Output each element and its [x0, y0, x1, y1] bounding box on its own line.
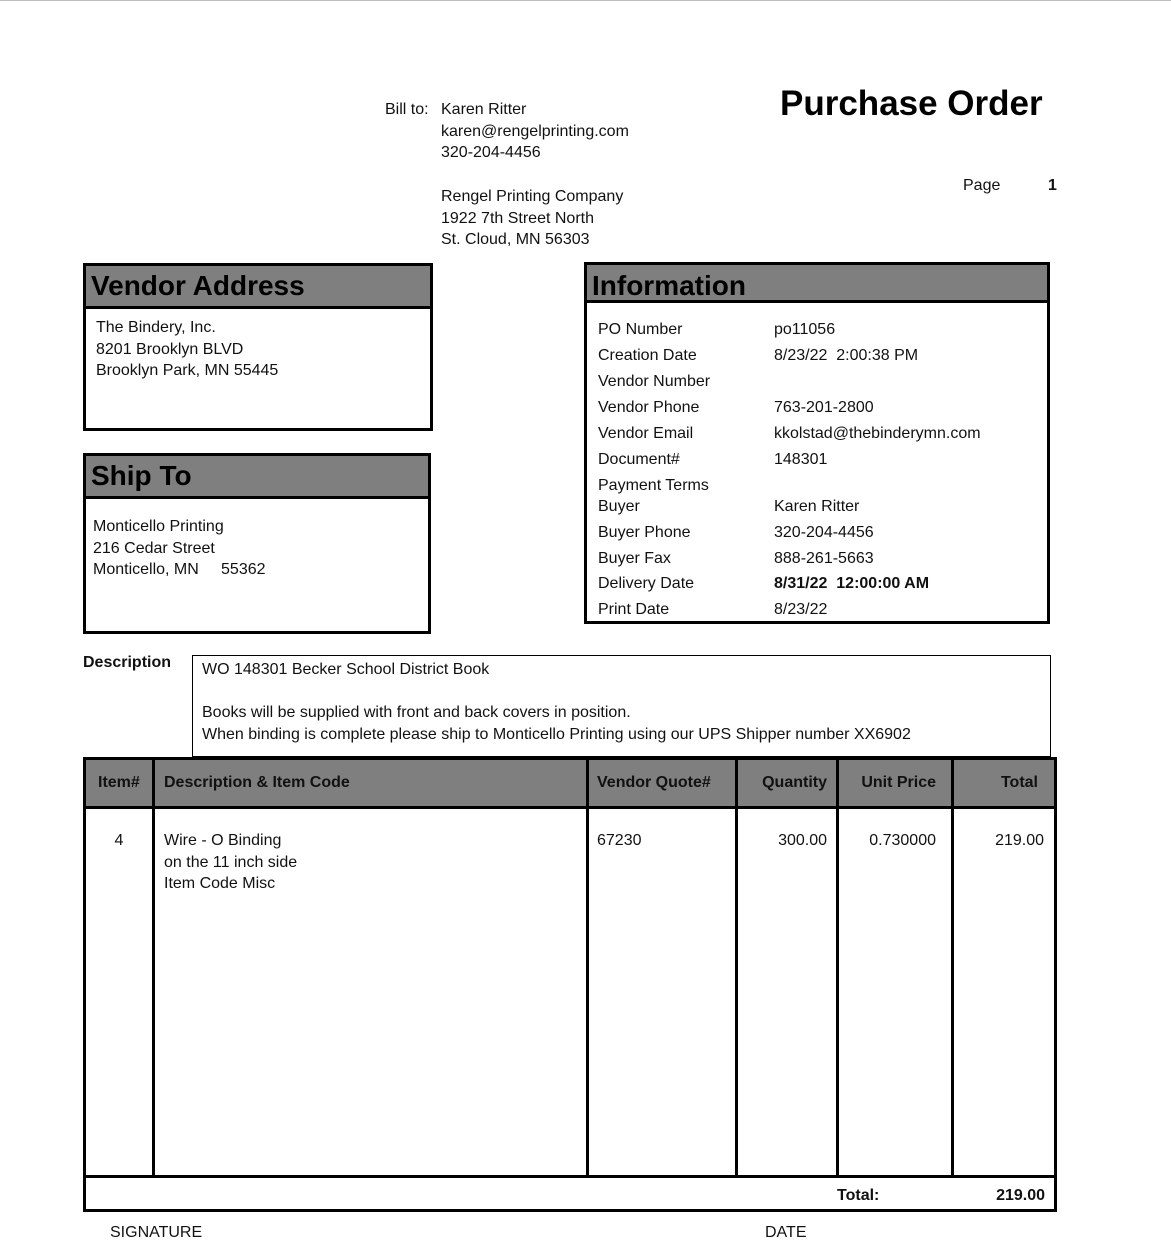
- page-title: Purchase Order: [780, 84, 1043, 123]
- vendor-address-heading: Vendor Address: [86, 266, 430, 309]
- column-divider: [586, 760, 589, 1176]
- vendor-name: The Bindery, Inc.: [96, 319, 216, 336]
- info-value: 320-204-4456: [774, 524, 874, 541]
- items-table: [83, 757, 1057, 1212]
- info-value: Karen Ritter: [774, 498, 860, 515]
- date-label: DATE: [765, 1224, 807, 1241]
- cell-description-line: on the 11 inch side: [164, 853, 298, 871]
- cell-item: 4: [114, 832, 124, 849]
- info-value: 8/31/22 12:00:00 AM: [774, 575, 930, 592]
- description-box: [192, 655, 1051, 757]
- column-divider: [836, 760, 839, 1176]
- bill-to-spacer: [441, 164, 629, 186]
- info-label: Payment Terms: [598, 477, 709, 494]
- header-total: Total: [1000, 774, 1038, 791]
- cell-description-line: Item Code Misc: [164, 875, 276, 893]
- bill-to-label: Bill to:: [385, 101, 429, 118]
- total-label: Total:: [837, 1187, 880, 1204]
- info-value: 8/23/22 2:00:38 PM: [774, 347, 919, 364]
- info-label: Buyer Fax: [598, 550, 671, 567]
- signature-label: SIGNATURE: [110, 1224, 203, 1241]
- column-divider: [152, 760, 155, 1176]
- header-vendor-quote: Vendor Quote#: [597, 774, 711, 791]
- info-label: Document#: [598, 451, 680, 468]
- info-label: Vendor Number: [598, 373, 711, 390]
- info-value: 8/23/22: [774, 601, 828, 618]
- vendor-city: Brooklyn Park, MN 55445: [96, 362, 279, 380]
- bill-to-street: 1922 7th Street North: [441, 209, 594, 227]
- info-label: Vendor Phone: [598, 399, 700, 416]
- bill-to-block: [441, 99, 629, 251]
- info-value: kkolstad@thebinderymn.com: [774, 425, 981, 442]
- info-label: Delivery Date: [598, 575, 695, 592]
- header-description: Description & Item Code: [164, 774, 350, 791]
- info-value: 888-261-5663: [774, 550, 874, 567]
- bill-to-city: St. Cloud, MN 56303: [441, 231, 590, 249]
- ship-to-box: [83, 453, 431, 634]
- bill-to-company: Rengel Printing Company: [441, 187, 624, 205]
- ship-to-name: Monticello Printing: [93, 518, 224, 535]
- description-line-2: Books will be supplied with front and back covers in position.: [202, 704, 631, 721]
- description-label: Description: [83, 654, 172, 671]
- information-box: [584, 262, 1050, 624]
- cell-vendor-quote: 67230: [597, 832, 642, 849]
- cell-quantity: 300.00: [778, 832, 827, 849]
- cell-total: 219.00: [995, 832, 1044, 849]
- info-value: 148301: [774, 451, 828, 468]
- description-line-3: When binding is complete please ship to Monticello Printing using our UPS Shipper number XX6902: [202, 726, 911, 743]
- vendor-address-box: [83, 263, 433, 431]
- bill-to-name: Karen Ritter: [441, 101, 527, 118]
- info-value: po11056: [774, 321, 836, 338]
- cell-description: [164, 830, 297, 895]
- column-divider: [735, 760, 738, 1176]
- cell-unit-price: 0.730000: [869, 832, 936, 849]
- total-value: 219.00: [996, 1187, 1045, 1204]
- total-divider: [86, 1175, 1054, 1178]
- ship-to-heading: Ship To: [86, 456, 428, 499]
- info-label: Print Date: [598, 601, 670, 618]
- ship-to-street: 216 Cedar Street: [93, 539, 215, 557]
- header-quantity: Quantity: [762, 774, 827, 791]
- items-table-header: [86, 760, 1054, 809]
- bill-to-phone: 320-204-4456: [441, 144, 541, 162]
- page-number: 1: [1048, 177, 1057, 194]
- information-heading: Information: [587, 265, 1047, 303]
- info-label: PO Number: [598, 321, 683, 338]
- column-divider: [951, 760, 954, 1176]
- vendor-street: 8201 Brooklyn BLVD: [96, 340, 244, 358]
- top-border: [0, 0, 1171, 1]
- info-label: Vendor Email: [598, 425, 694, 442]
- info-value: 763-201-2800: [774, 399, 874, 416]
- header-item: Item#: [98, 774, 140, 791]
- page-label: Page: [963, 177, 1001, 194]
- bill-to-email: karen@rengelprinting.com: [441, 122, 629, 140]
- description-line-1: WO 148301 Becker School District Book: [202, 661, 490, 678]
- info-label: Buyer Phone: [598, 524, 691, 541]
- ship-to-city: Monticello, MN 55362: [93, 561, 266, 579]
- info-label: Buyer: [598, 498, 640, 515]
- info-label: Creation Date: [598, 347, 697, 364]
- header-unit-price: Unit Price: [861, 774, 936, 791]
- cell-description-line: Wire - O Binding: [164, 832, 282, 849]
